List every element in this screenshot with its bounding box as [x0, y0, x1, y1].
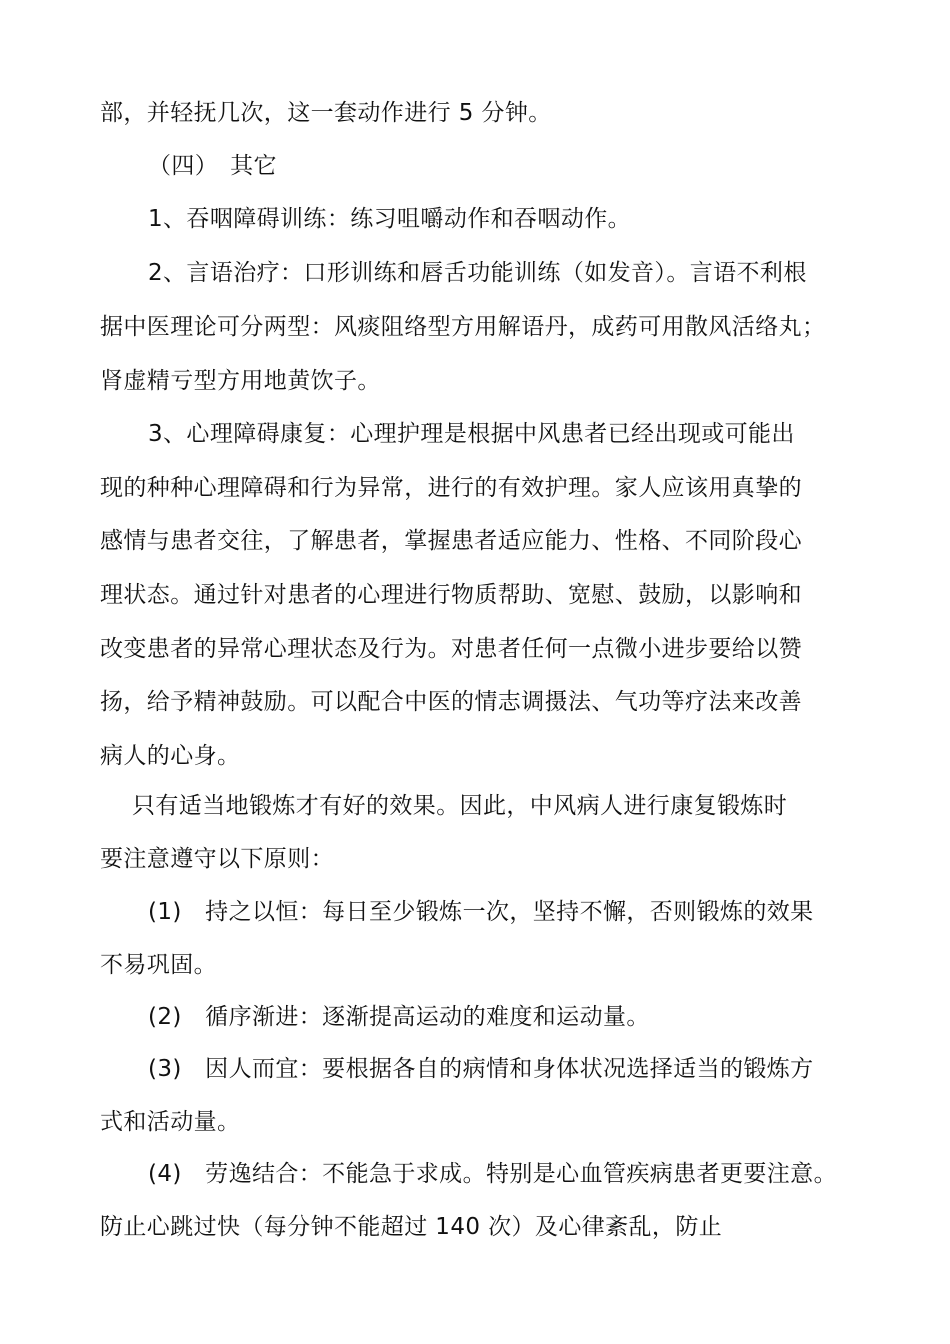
principle-1: (1) 持之以恒：每日至少锻炼一次，坚持不懈，否则锻炼的效果 [148, 899, 814, 925]
text-line-5: 据中医理论可分两型：风痰阻络型方用解语丹，成药可用散风活络丸； [100, 314, 826, 340]
text-line-8: 现的种种心理障碍和行为异常，进行的有效护理。家人应该用真挚的 [100, 475, 802, 501]
item-swallowing-training: 1、吞咽障碍训练：练习咀嚼动作和吞咽动作。 [148, 206, 632, 232]
principle-3: (3) 因人而宜：要根据各自的病情和身体状况选择适当的锻炼方 [148, 1056, 814, 1082]
text-line-1: 部，并轻抚几次，这一套动作进行 5 分钟。 [100, 100, 552, 126]
item-psychological-rehab: 3、心理障碍康复：心理护理是根据中风患者已经出现或可能出 [148, 421, 795, 447]
text-line-9: 感情与患者交往，了解患者，掌握患者适应能力、性格、不同阶段心 [100, 528, 802, 554]
text-line-12: 扬，给予精神鼓励。可以配合中医的情志调摄法、气功等疗法来改善 [100, 689, 802, 715]
text-line-17: 不易巩固。 [100, 952, 217, 978]
text-line-6: 肾虚精亏型方用地黄饮子。 [100, 368, 381, 394]
item-speech-therapy: 2、言语治疗：口形训练和唇舌功能训练（如发音）。言语不利根 [148, 260, 807, 286]
text-line-22: 防止心跳过快（每分钟不能超过 140 次）及心律紊乱，防止 [100, 1214, 723, 1240]
text-line-11: 改变患者的异常心理状态及行为。对患者任何一点微小进步要给以赞 [100, 636, 802, 662]
text-line-13: 病人的心身。 [100, 743, 241, 769]
text-line-15: 要注意遵守以下原则： [100, 846, 334, 872]
principle-4: (4) 劳逸结合：不能急于求成。特别是心血管疾病患者更要注意。 [148, 1161, 837, 1187]
text-line-20: 式和活动量。 [100, 1109, 241, 1135]
principle-2: (2) 循序渐进：逐渐提高运动的难度和运动量。 [148, 1004, 650, 1030]
text-line-10: 理状态。通过针对患者的心理进行物质帮助、宽慰、鼓励，以影响和 [100, 582, 802, 608]
section-heading-four: （四） 其它 [148, 153, 277, 179]
principles-intro: 只有适当地锻炼才有好的效果。因此，中风病人进行康复锻炼时 [132, 793, 788, 819]
